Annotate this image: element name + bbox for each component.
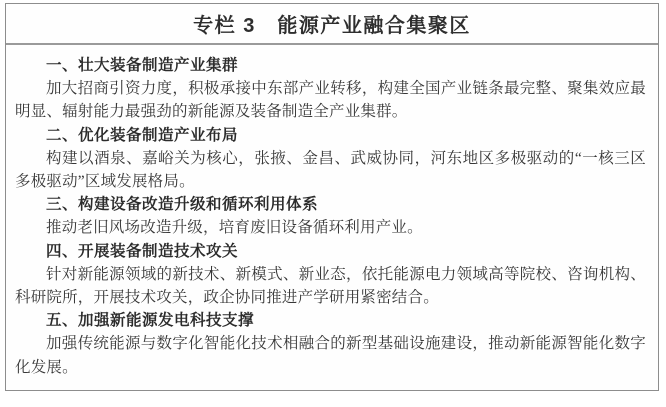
section-4-paragraph: 针对新能源领域的新技术、新模式、新业态，依托能源电力领域高等院校、咨询机构、科研院所，开展技术攻关，政企协同推进产学研用紧密结合。 bbox=[15, 265, 646, 307]
section-4 bbox=[15, 240, 646, 310]
section-4-heading: 四、开展装备制造技术攻关 bbox=[46, 242, 239, 260]
section-2-heading: 二、优化装备制造产业布局 bbox=[46, 126, 239, 144]
section-2 bbox=[15, 124, 646, 194]
section-3-heading: 三、构建设备改造升级和循环利用体系 bbox=[46, 196, 319, 214]
column-box bbox=[5, 3, 659, 391]
section-3 bbox=[15, 193, 646, 239]
section-5-paragraph: 加强传统能源与数字化智能化技术相融合的新型基础设施建设，推动新能源智能化数字化发展。 bbox=[15, 335, 646, 376]
section-1-heading: 一、壮大装备制造产业集群 bbox=[46, 57, 239, 74]
section-3-paragraph: 推动老旧风场改造升级，培育废旧设备循环利用产业。 bbox=[46, 219, 423, 237]
section-2-paragraph: 构建以酒泉、嘉峪关为核心，张掖、金昌、武威协同，河东地区多极驱动的“一核三区多极驱动”区域发展格局。 bbox=[15, 149, 646, 191]
section-5 bbox=[15, 309, 646, 379]
column-box-body bbox=[6, 45, 658, 389]
section-1 bbox=[15, 54, 646, 124]
section-1-paragraph: 加大招商引资力度，积极承接中东部产业转移，构建全国产业链条最完整、聚集效应最明显、辐射能力最强劲的新能源及装备制造全产业集群。 bbox=[15, 80, 646, 121]
section-5-heading: 五、加强新能源发电科技支撑 bbox=[46, 312, 255, 330]
column-box-title: 专栏 3 能源产业融合集聚区 bbox=[193, 15, 471, 37]
column-box-header bbox=[6, 4, 658, 45]
